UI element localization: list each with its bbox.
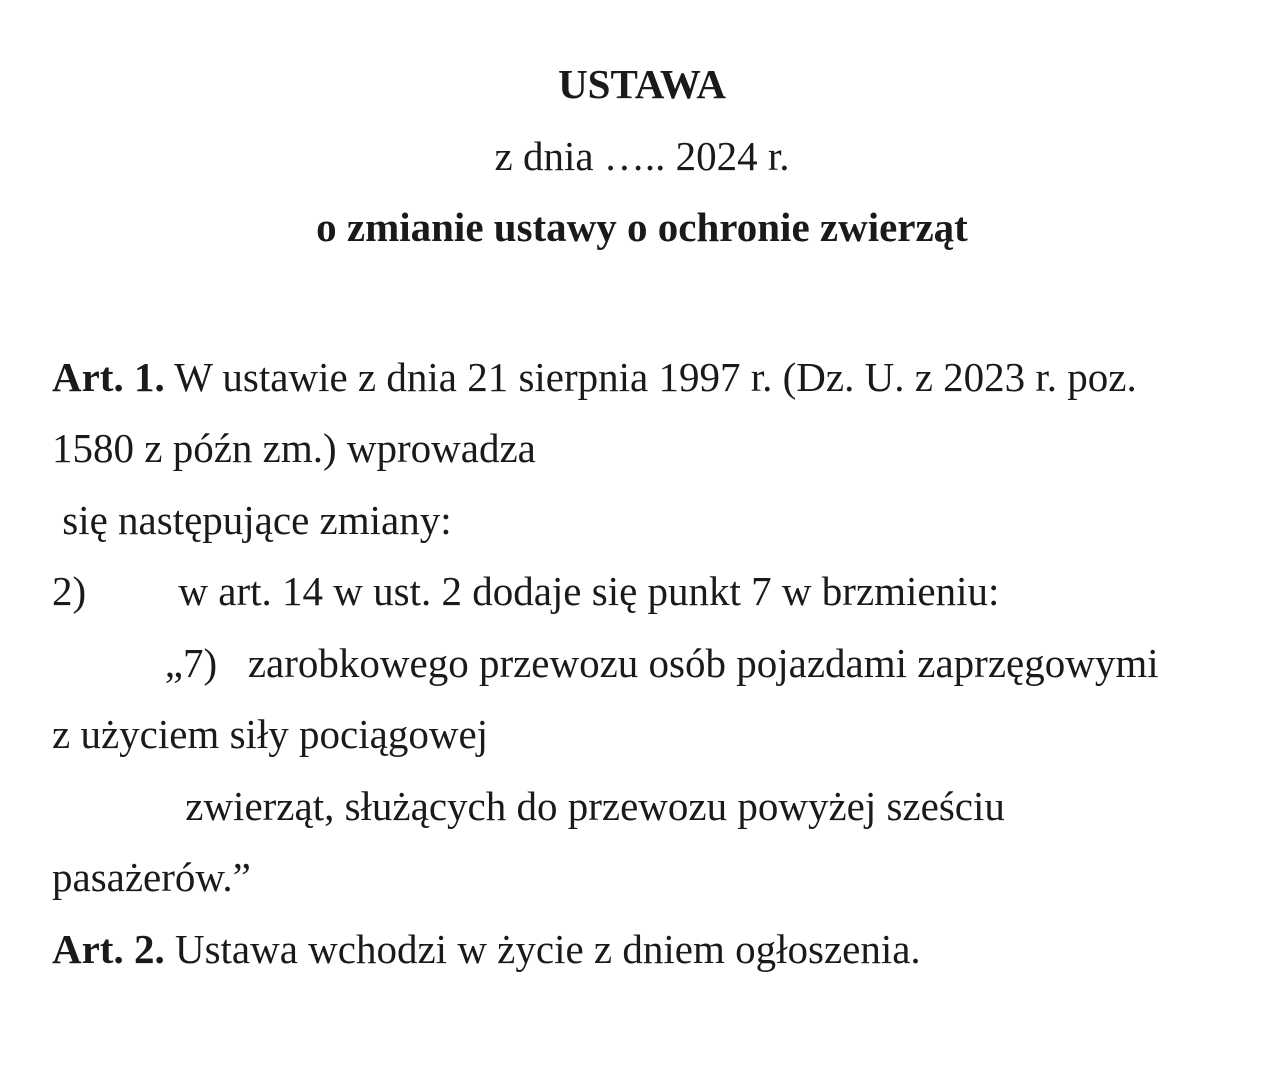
art2-line [52, 914, 1244, 986]
act-title: USTAWA [558, 61, 726, 107]
art1-opening-text: W ustawie z dnia 21 sierpnia 1997 r. (Dz. U. z 2023 r. poz. [164, 353, 1137, 400]
act-date-line: z dnia ….. 2024 r. [494, 132, 790, 179]
art1-continuation-line: 1580 z późn zm.) wprowadza [52, 425, 536, 471]
art1-label: Art. 1. [52, 353, 165, 400]
point2-line: 2) w art. 14 w ust. 2 dodaje się punkt 7 w brzmieniu: [52, 568, 1000, 614]
art2-text: Ustawa wchodzi w życie z dniem ogłoszenia. [164, 925, 921, 972]
art2-label: Art. 2. [52, 925, 165, 972]
point7-quote-line1: „7) zarobkowego przewozu osób pojazdami zaprzęgowymi [52, 639, 1159, 686]
art1-opening-line [52, 342, 1244, 414]
act-subtitle: o zmianie ustawy o ochronie zwierząt [316, 204, 968, 250]
point7-quote-line2: z użyciem siły pociągowej [52, 711, 489, 757]
point7-quote-line3: zwierząt, służących do przewozu powyżej sześciu [52, 782, 1005, 829]
art1-changes-intro-line: się następujące zmiany: [52, 496, 452, 543]
point7-quote-line4: pasażerów.” [52, 854, 251, 900]
heading-body-spacer [52, 264, 1244, 342]
